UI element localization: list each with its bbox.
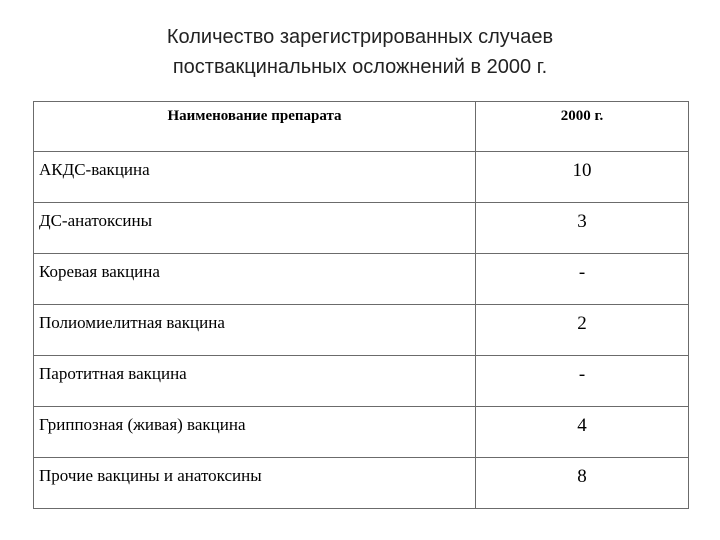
table-row: [34, 254, 689, 305]
table-row: [34, 356, 689, 407]
drug-name-cell: Полиомиелитная вакцина: [34, 305, 476, 356]
case-count-cell: -: [476, 356, 689, 407]
header-drug-name: Наименование препарата: [34, 102, 476, 152]
page-title: [0, 22, 720, 82]
title-line-1: Количество зарегистрированных случаев: [166, 26, 554, 48]
table-row: [34, 458, 689, 509]
drug-name-cell: Прочие вакцины и анатоксины: [34, 458, 476, 509]
complications-table: [33, 101, 689, 509]
case-count-cell: 8: [476, 458, 689, 509]
table-row: [34, 203, 689, 254]
drug-name-cell: Паротитная вакцина: [34, 356, 476, 407]
case-count-cell: 3: [476, 203, 689, 254]
case-count-cell: 2: [476, 305, 689, 356]
case-count-cell: -: [476, 254, 689, 305]
drug-name-cell: Гриппозная (живая) вакцина: [34, 407, 476, 458]
title-line-2: поствакцинальных осложнений в 2000 г.: [172, 56, 548, 78]
table-row: [34, 152, 689, 203]
table-row: [34, 305, 689, 356]
case-count-cell: 4: [476, 407, 689, 458]
drug-name-cell: ДС-анатоксины: [34, 203, 476, 254]
table-header-row: [34, 102, 689, 152]
drug-name-cell: Коревая вакцина: [34, 254, 476, 305]
header-year: 2000 г.: [476, 102, 689, 152]
table-row: [34, 407, 689, 458]
case-count-cell: 10: [476, 152, 689, 203]
drug-name-cell: АКДС-вакцина: [34, 152, 476, 203]
